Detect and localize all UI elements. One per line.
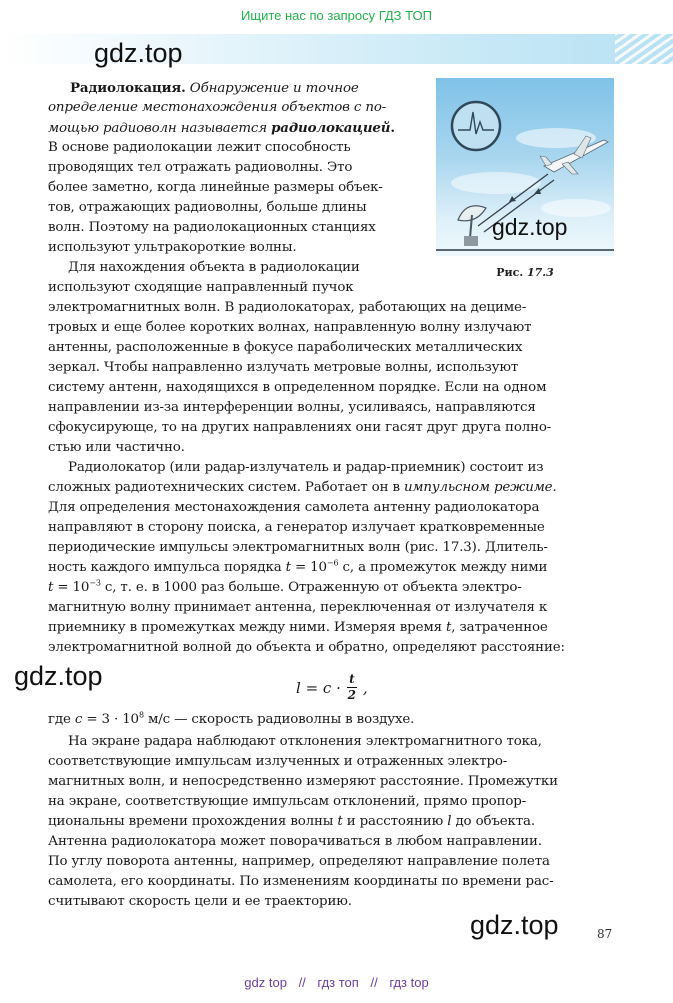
figure-caption: [436, 266, 614, 279]
watermark: gdz.top: [14, 661, 103, 691]
para4-line: считывают скорость цели и ее траекторию.: [48, 894, 352, 909]
definition-text: мощью радиоволн называется: [48, 121, 267, 136]
para2-line: систему антенн, находящихся в определенном порядке. Если на одном: [48, 380, 547, 395]
para3-line: электромагнитной волной до объекта и обратно, определяют расстояние:: [48, 640, 565, 655]
figure-watermark: gdz.top: [492, 214, 568, 240]
para3-line: периодические импульсы электромагнитных волн (рис. 17.3). Длитель-: [48, 540, 548, 555]
fraction-denominator: 2: [347, 688, 357, 702]
formula-fraction: [347, 673, 357, 702]
para3-line: Радиолокатор (или радар-излучатель и радар-приемник) состоит из: [68, 460, 544, 475]
para2-line: направлении из-за интерференции волны, усиливаясь, направляются: [48, 400, 536, 415]
para3-line: [48, 558, 547, 578]
para3-text: , затраченное: [451, 620, 548, 635]
para3-line: [48, 578, 522, 598]
para2-line: зеркал. Чтобы направленно излучать метровые волны, используют: [48, 360, 519, 375]
para4-line: По углу поворота антенны, например, определяют направление полета: [48, 854, 550, 869]
where-text: м/с — скорость радиоволны в воздухе.: [143, 712, 415, 727]
para4-line: соответствующие импульсам излученных и отраженных электро-: [48, 754, 508, 769]
fraction-numerator: t: [349, 672, 355, 686]
radar-screen: [452, 102, 500, 150]
math-exponent: −3: [89, 578, 101, 588]
para4-line: самолета, его координаты. По изменениям координаты по времени рас-: [48, 874, 554, 889]
watermark: gdz.top: [470, 910, 559, 940]
para3-text: ность каждого импульса порядка: [48, 560, 282, 575]
para4-line: [48, 812, 535, 832]
intro-line: более заметно, когда линейные размеры объек-: [48, 180, 383, 195]
para4-line: На экране радара наблюдают отклонения электромагнитного тока,: [68, 734, 542, 749]
para3-line: [48, 478, 557, 498]
emphasis-text: импульсном режиме.: [403, 480, 557, 495]
where-line: [48, 710, 414, 730]
para2-line: стью или частично.: [48, 440, 185, 455]
footer-link[interactable]: гдз топ: [317, 975, 359, 990]
caption-prefix: Рис.: [496, 266, 524, 279]
footer-links: [0, 975, 673, 990]
para2-line: тровых и еще более коротких волнах, направленную волну излучают: [48, 320, 532, 335]
para2-line: Для нахождения объекта в радиолокации: [68, 260, 360, 275]
para4-text: циональны времени прохождения волны: [48, 814, 334, 829]
intro-line: используют ультракороткие волны.: [48, 240, 297, 255]
math-exponent: −6: [326, 558, 339, 568]
caption-number: 17.3: [527, 266, 554, 279]
math-var: t: [285, 560, 291, 575]
para3-line: Для определения местонахождения самолета антенну радиолокатора: [48, 500, 540, 515]
math-text: = 3 · 10: [82, 712, 139, 727]
para2-line: антенны, расположенные в фокусе параболических металлических: [48, 340, 523, 355]
para3-line: [48, 618, 548, 638]
math-var: l: [447, 814, 452, 829]
para4-line: на экране, соответствующие импульсам отклонений, прямо пропор-: [48, 794, 527, 809]
antenna-dish-icon: [458, 206, 486, 246]
watermark: gdz.top: [94, 38, 183, 68]
para2-line: сфокусирующе, то на других направлениях они гасят друг друга полно-: [48, 420, 552, 435]
term-punct: .: [181, 80, 186, 96]
definition-line: определение местонахождения объектов с по-: [48, 100, 387, 115]
math-var: c: [74, 712, 83, 727]
definition-end: .: [390, 120, 395, 136]
formula-tail: ,: [362, 678, 368, 697]
math-var: t: [337, 814, 343, 829]
footer-link[interactable]: гдз top: [389, 975, 429, 990]
distance-formula: [296, 673, 368, 702]
intro-line: [70, 78, 359, 99]
intro-line: В основе радиолокации лежит способность: [48, 140, 351, 155]
page-number: 87: [597, 927, 613, 941]
para2-line: используют сходящие направленный пучок: [48, 280, 354, 295]
defined-term: радиолокацией: [271, 120, 391, 136]
para4-line: магнитных волн, и непосредственно измеряют расстояние. Промежутки: [48, 774, 558, 789]
para3-text: с, а промежуток между ними: [338, 560, 548, 575]
top-banner[interactable]: Ищите нас по запросу ГДЗ ТОП: [241, 8, 432, 23]
math-var: t: [48, 580, 54, 595]
definition-line: [48, 118, 395, 139]
math-exponent: 8: [138, 710, 144, 720]
footer-separator: //: [298, 975, 306, 990]
arrow-icon: [534, 188, 541, 194]
math-text: = 10: [290, 560, 327, 575]
formula-lhs: l = c ·: [296, 678, 341, 697]
section-term: Радиолокация: [70, 80, 182, 96]
math-text: = 10: [53, 580, 90, 595]
para3-line: направляют в сторону поиска, а генератор излучает кратковременные: [48, 520, 545, 535]
footer-link[interactable]: gdz top: [244, 975, 287, 990]
math-var: t: [446, 620, 452, 635]
intro-line: волн. Поэтому на радиолокационных станциях: [48, 220, 376, 235]
para4-text: и расстоянию: [342, 814, 444, 829]
where-text: где: [48, 712, 71, 727]
header-stripe-hatching: [615, 34, 673, 64]
para3-line: магнитную волну принимает антенна, переключенная от излучателя к: [48, 600, 548, 615]
footer-separator: //: [370, 975, 378, 990]
definition-text: Обнаружение и точное: [189, 81, 359, 96]
intro-line: проводящих тел отражать радиоволны. Это: [48, 160, 353, 175]
para3-text: сложных радиотехнических систем. Работает он в: [48, 480, 400, 495]
para4-text: до объекта.: [451, 814, 535, 829]
intro-line: тов, отражающих радиоволны, больше длины: [48, 200, 367, 215]
para2-line: электромагнитных волн. В радиолокаторах, работающих на децимe-: [48, 300, 527, 315]
para3-text: приемнику в промежутках между ними. Измеряя время: [48, 620, 442, 635]
para3-text: с, т. е. в 1000 раз больше. Отраженную от объекта электро-: [100, 580, 522, 595]
cloud: [451, 172, 541, 194]
para4-line: Антенна радиолокатора может поворачиваться в любом направлении.: [48, 834, 542, 849]
